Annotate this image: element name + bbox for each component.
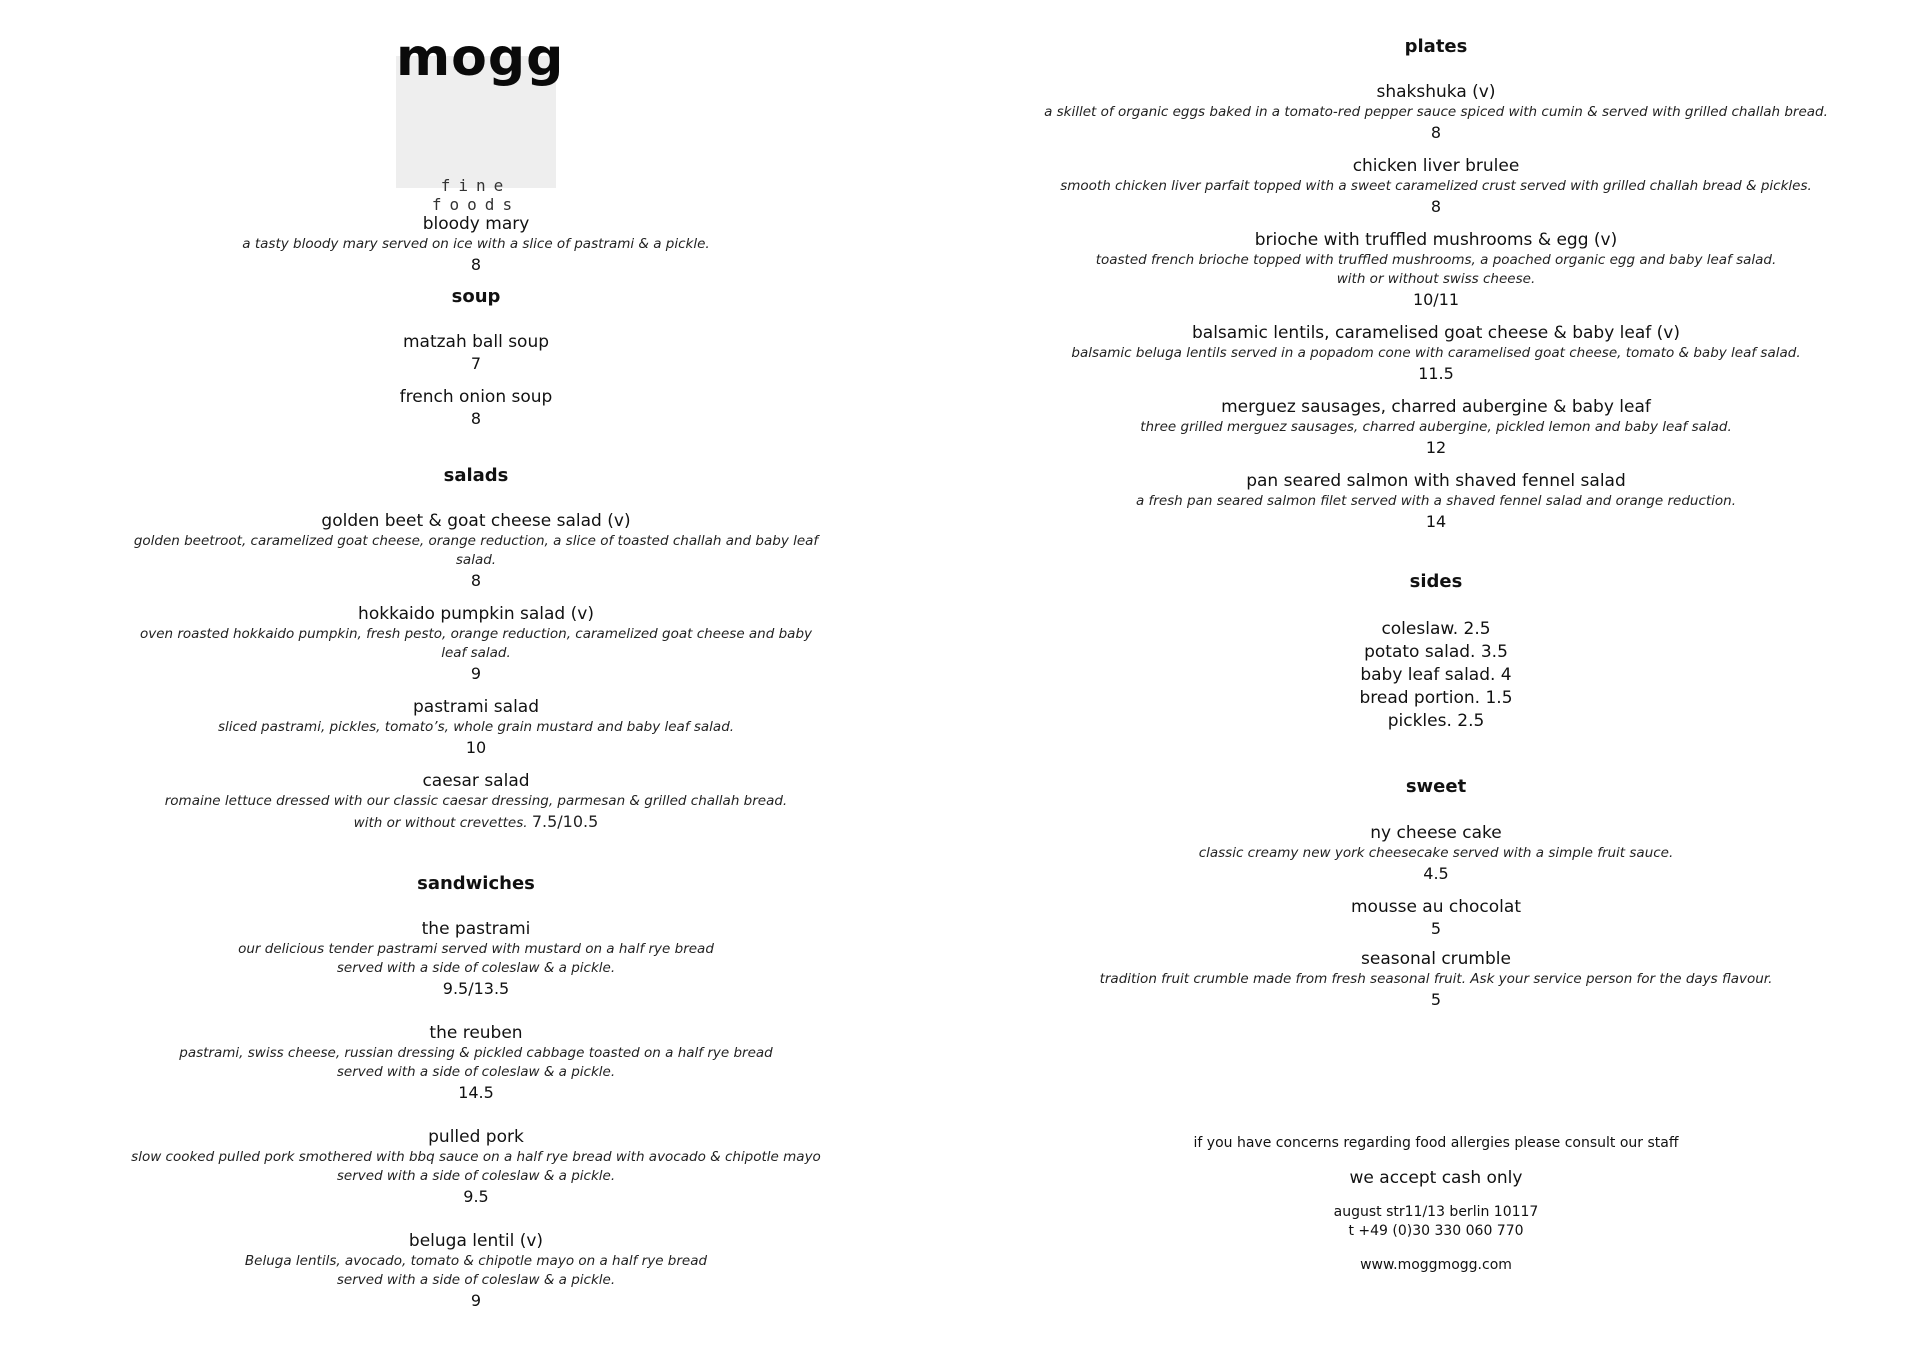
item-price: 4.5 xyxy=(1423,864,1449,883)
address: august str11/13 berlin 10117 xyxy=(1333,1204,1539,1220)
sandwich-item xyxy=(126,1127,826,1207)
item-name: the pastrami xyxy=(421,919,531,939)
side-item: bread portion. 1.5 xyxy=(1359,688,1513,708)
sandwich-item xyxy=(126,1231,826,1311)
mogg-logo xyxy=(396,28,565,214)
item-price: 12 xyxy=(1425,438,1447,457)
item-description: sliced pastrami, pickles, tomato’s, whole grain mustard and baby leaf salad. xyxy=(217,719,735,735)
item-description: oven roasted hokkaido pumpkin, fresh pesto, orange reduction, caramelized goat cheese and baby leaf salad. xyxy=(139,626,813,661)
item-name: hokkaido pumpkin salad (v) xyxy=(358,604,594,624)
allergy-notice: if you have concerns regarding food allergies please consult our staff xyxy=(1193,1135,1679,1151)
item-name: brioche with truffled mushrooms & egg (v) xyxy=(1254,230,1618,250)
item-name: matzah ball soup xyxy=(402,332,550,352)
item-description: three grilled merguez sausages, charred aubergine, pickled lemon and baby leaf salad. xyxy=(1140,419,1732,435)
side-item: potato salad. 3.5 xyxy=(1364,642,1508,662)
item-description-extra: served with a side of coleslaw & a pickle. xyxy=(336,1168,616,1184)
plate-item xyxy=(1026,230,1846,310)
plate-item xyxy=(1026,82,1846,143)
plate-item xyxy=(1026,156,1846,217)
item-description: pastrami, swiss cheese, russian dressing & pickled cabbage toasted on a half rye bread xyxy=(179,1045,773,1061)
item-name: french onion soup xyxy=(399,387,553,407)
soup-item xyxy=(126,332,826,374)
item-description-extra: served with a side of coleslaw & a pickle. xyxy=(336,960,616,976)
item-description-extra: with or without crevettes. xyxy=(353,815,528,831)
item-price: 9 xyxy=(470,664,482,683)
item-name: the reuben xyxy=(429,1023,523,1043)
payment-notice: we accept cash only xyxy=(1349,1168,1523,1188)
item-name: seasonal crumble xyxy=(1361,949,1511,969)
item-description: Beluga lentils, avocado, tomato & chipotle mayo on a half rye bread xyxy=(244,1253,708,1269)
item-price: 8 xyxy=(470,255,482,274)
item-description: slow cooked pulled pork smothered with bbq sauce on a half rye bread with avocado & chipotle mayo xyxy=(131,1149,821,1165)
sandwich-item xyxy=(126,919,826,999)
item-price: 7.5/10.5 xyxy=(531,812,599,831)
item-description-extra: with or without swiss cheese. xyxy=(1336,271,1536,287)
item-description: toasted french brioche topped with truffled mushrooms, a poached organic egg and baby leaf salad. xyxy=(1095,252,1777,268)
item-price: 10/11 xyxy=(1412,290,1460,309)
item-description: tradition fruit crumble made from fresh seasonal fruit. Ask your service person for the days flavour. xyxy=(1099,971,1773,987)
item-description: golden beetroot, caramelized goat cheese, orange reduction, a slice of toasted challah and baby leaf salad. xyxy=(133,533,819,568)
website: www.moggmogg.com xyxy=(1360,1257,1512,1273)
item-name: pastrami salad xyxy=(412,697,540,717)
item-description: balsamic beluga lentils served in a popadom cone with caramelised goat cheese, tomato & baby leaf salad. xyxy=(1071,345,1801,361)
item-price: 9.5/13.5 xyxy=(442,979,510,998)
item-name: chicken liver brulee xyxy=(1352,156,1520,176)
section-heading-sweet: sweet xyxy=(1405,776,1467,797)
item-description: romaine lettuce dressed with our classic caesar dressing, parmesan & grilled challah bread. xyxy=(164,793,788,809)
item-name: pan seared salmon with shaved fennel salad xyxy=(1246,471,1626,491)
side-item: coleslaw. 2.5 xyxy=(1381,619,1491,639)
item-price: 14 xyxy=(1425,512,1447,531)
plate-item xyxy=(1026,323,1846,384)
sweet-item xyxy=(1026,897,1846,939)
section-heading-sandwiches: sandwiches xyxy=(417,873,535,894)
item-description: smooth chicken liver parfait topped with a sweet caramelized crust served with grilled challah bread & pickles. xyxy=(1060,178,1812,194)
sweet-item xyxy=(1026,823,1846,884)
item-name: caesar salad xyxy=(422,771,530,791)
item-description: a skillet of organic eggs baked in a tomato-red pepper sauce spiced with cumin & served with grilled challah bread. xyxy=(1044,104,1828,120)
item-description: our delicious tender pastrami served with mustard on a half rye bread xyxy=(238,941,714,957)
salad-item xyxy=(126,604,826,684)
menu-left-column xyxy=(126,0,826,1311)
item-description: a fresh pan seared salmon filet served with a shaved fennel salad and orange reduction. xyxy=(1135,493,1737,509)
salad-item xyxy=(126,771,826,833)
item-price: 5 xyxy=(1430,990,1442,1009)
item-name: shakshuka (v) xyxy=(1376,82,1496,102)
drink-item-bloody-mary xyxy=(126,214,826,275)
section-heading-soup: soup xyxy=(451,286,501,307)
item-description-extra: served with a side of coleslaw & a pickle. xyxy=(336,1064,616,1080)
item-description-line2 xyxy=(126,811,826,833)
plate-item xyxy=(1026,471,1846,532)
side-item: pickles. 2.5 xyxy=(1387,711,1485,731)
item-name: mousse au chocolat xyxy=(1351,897,1521,917)
item-name: golden beet & goat cheese salad (v) xyxy=(321,511,631,531)
item-price: 8 xyxy=(1430,197,1442,216)
item-price: 9.5 xyxy=(463,1187,489,1206)
section-heading-plates: plates xyxy=(1404,36,1468,57)
item-price: 9 xyxy=(470,1291,482,1310)
item-price: 8 xyxy=(470,571,482,590)
plate-item xyxy=(1026,397,1846,458)
salad-item xyxy=(126,697,826,758)
item-name: merguez sausages, charred aubergine & baby leaf xyxy=(1221,397,1651,417)
item-name: pulled pork xyxy=(428,1127,524,1147)
item-name: ny cheese cake xyxy=(1370,823,1502,843)
item-price: 10 xyxy=(465,738,487,757)
item-name: balsamic lentils, caramelised goat cheese & baby leaf (v) xyxy=(1192,323,1680,343)
item-price: 7 xyxy=(470,354,482,373)
item-price: 5 xyxy=(1430,919,1442,938)
item-description-extra: served with a side of coleslaw & a pickle. xyxy=(336,1272,616,1288)
sides-list xyxy=(1026,618,1846,733)
logo-wordmark: mogg xyxy=(396,28,565,88)
menu-right-column xyxy=(1026,0,1846,1275)
side-item: baby leaf salad. 4 xyxy=(1360,665,1512,685)
section-heading-salads: salads xyxy=(443,465,509,486)
soup-item xyxy=(126,387,826,429)
salad-item xyxy=(126,511,826,591)
sweet-item xyxy=(1026,949,1846,1010)
item-description: a tasty bloody mary served on ice with a slice of pastrami & a pickle. xyxy=(242,236,710,252)
item-description: classic creamy new york cheesecake served with a simple fruit sauce. xyxy=(1198,845,1674,861)
item-price: 14.5 xyxy=(458,1083,494,1102)
phone: t +49 (0)30 330 060 770 xyxy=(1348,1223,1524,1239)
logo-tagline: fine foods xyxy=(431,176,521,214)
sandwich-item xyxy=(126,1023,826,1103)
item-name: bloody mary xyxy=(422,214,530,234)
section-heading-sides: sides xyxy=(1409,571,1463,592)
item-price: 11.5 xyxy=(1418,364,1454,383)
item-price: 8 xyxy=(470,409,482,428)
item-name: beluga lentil (v) xyxy=(408,1231,544,1251)
item-price: 8 xyxy=(1430,123,1442,142)
